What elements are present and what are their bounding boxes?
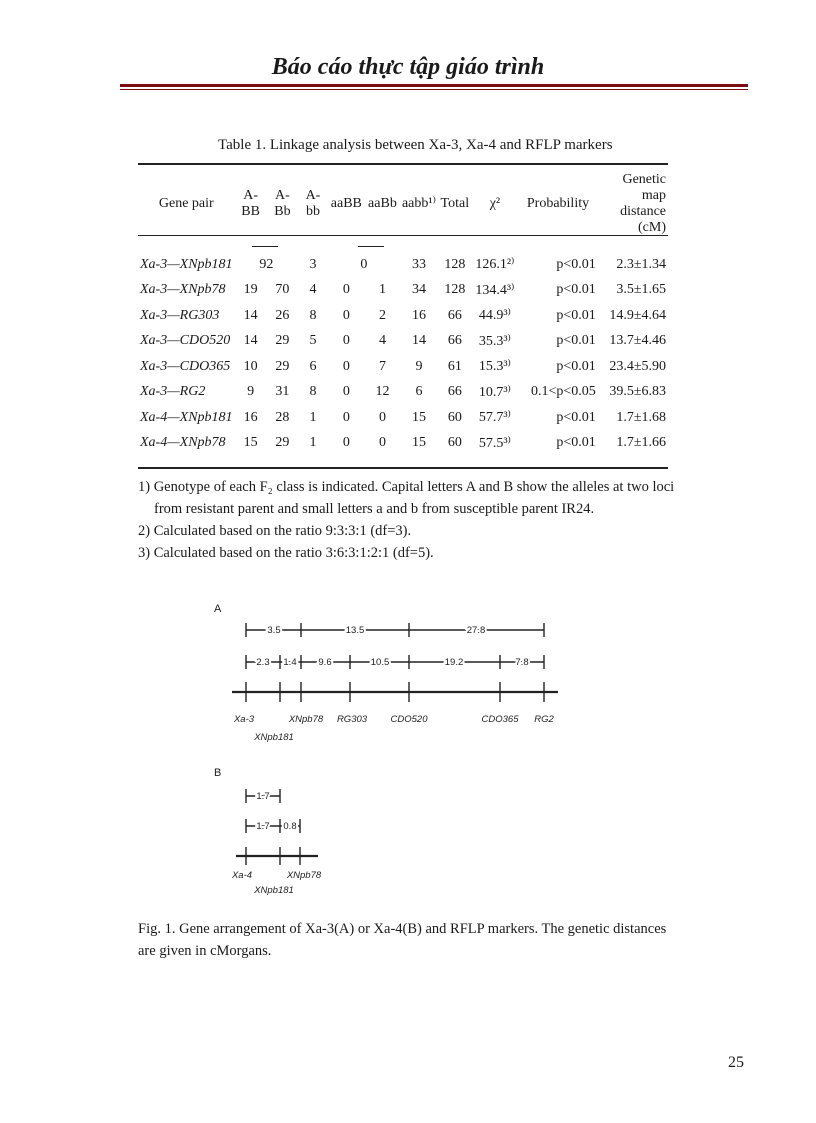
cell: 29 <box>275 435 290 451</box>
table-footnotes <box>138 476 678 564</box>
cell: 66 <box>447 384 462 400</box>
dist-label: 13.5 <box>345 625 365 636</box>
cell: 4 <box>378 333 386 349</box>
cell: 29 <box>275 333 290 349</box>
dist-label: 19.2 <box>444 657 464 668</box>
table-bottom-rule <box>138 467 668 469</box>
table-row <box>138 303 668 329</box>
cell: 60 <box>447 435 462 451</box>
cell-prob: p<0.01 <box>556 435 596 451</box>
cell: 66 <box>447 307 462 323</box>
cell: 0 <box>342 333 350 349</box>
cell-gene-pair: Xa-3—CDO520 <box>140 333 231 349</box>
dist-label: 1.7 <box>256 821 270 832</box>
table-top-rule <box>138 163 668 165</box>
cell: 29 <box>275 358 290 374</box>
cell: 14 <box>412 333 426 349</box>
cell: 15 <box>243 435 258 451</box>
cell: 28 <box>275 409 290 425</box>
cell-dist: 23.4±5.90 <box>609 358 666 374</box>
cell-chi: 126.1²⁾ <box>475 257 515 273</box>
cell: 0 <box>342 435 350 451</box>
page-number: 25 <box>728 1054 744 1071</box>
cell: 2 <box>378 307 386 323</box>
cell: 4 <box>309 282 317 298</box>
cell: 0 <box>342 307 350 323</box>
table-caption: Table 1. Linkage analysis between Xa-3, Xa-4 and RFLP markers <box>218 137 613 153</box>
cell: 0 <box>378 409 386 425</box>
cell: 16 <box>412 307 426 323</box>
cell-merged: 92 <box>259 256 274 272</box>
cell: 0 <box>342 384 350 400</box>
col-header: A-Bb <box>274 188 291 219</box>
table-row <box>138 278 668 304</box>
cell-merged: 0 <box>360 256 368 272</box>
dist-label: 1.4 <box>283 657 297 668</box>
cell-chi: 44.9³⁾ <box>478 308 511 324</box>
marker-label: CDO520 <box>390 714 428 725</box>
cell: 6 <box>309 358 317 374</box>
cell: 16 <box>243 409 258 425</box>
cell-chi: 10.7³⁾ <box>478 384 511 400</box>
cell: 9 <box>247 384 255 400</box>
cell: 31 <box>275 384 290 400</box>
page-header-title: Báo cáo thực tập giáo trình <box>271 54 545 80</box>
header-rule-thin <box>120 89 748 90</box>
cell-dist: 2.3±1.34 <box>616 256 666 272</box>
figure-caption-line: Fig. 1. Gene arrangement of Xa-3(A) or Xa-4(B) and RFLP markers. The genetic distances <box>138 921 667 937</box>
cell: 0 <box>378 435 386 451</box>
cell-dist: 39.5±6.83 <box>609 384 666 400</box>
cell: 26 <box>275 307 290 323</box>
cell: 6 <box>415 384 423 400</box>
dist-label: 7.8 <box>515 657 529 668</box>
cell: 1 <box>309 409 317 425</box>
cell: 8 <box>309 384 317 400</box>
cell-chi: 57.5³⁾ <box>478 435 511 451</box>
dist-label: 27.8 <box>466 625 486 636</box>
linkage-table <box>138 172 668 456</box>
cell: 19 <box>243 282 258 298</box>
cell-prob: p<0.01 <box>556 282 596 298</box>
table-row <box>138 236 668 278</box>
table-header-row <box>138 172 668 236</box>
cell-dist: 1.7±1.66 <box>616 435 666 451</box>
col-header: Genetic map distance (cM) <box>620 172 666 235</box>
marker-label: XNpb78 <box>286 870 322 881</box>
cell: 14 <box>243 307 258 323</box>
cell: 12 <box>375 384 390 400</box>
figure-caption-line: are given in cMorgans. <box>138 943 272 959</box>
marker-label: RG2 <box>534 714 554 725</box>
cell-chi: 35.3³⁾ <box>478 333 511 349</box>
cell-chi: 57.7³⁾ <box>478 410 511 426</box>
marker-label: Xa-3 <box>233 714 255 725</box>
cell-dist: 3.5±1.65 <box>616 282 666 298</box>
cell: 34 <box>412 282 426 298</box>
col-header: aaBB <box>330 196 362 211</box>
dist-label: 0.8 <box>283 821 297 832</box>
panel-a-label: A <box>214 603 222 615</box>
cell-prob: p<0.01 <box>556 358 596 374</box>
col-header: χ² <box>489 196 501 211</box>
table-row <box>138 329 668 355</box>
dist-label: 2.3 <box>256 657 270 668</box>
col-header: aabb¹⁾ <box>401 196 437 211</box>
figure-caption <box>138 918 678 962</box>
merge-bar-aabb <box>358 246 384 247</box>
dist-label: 10.5 <box>370 657 390 668</box>
cell-dist: 14.9±4.64 <box>609 307 666 323</box>
footnote-3: 3) Calculated based on the ratio 3:6:3:1:2:1 (df=5). <box>138 545 434 561</box>
cell-dist: 1.7±1.68 <box>616 409 666 425</box>
dist-label: 1.7 <box>256 791 270 802</box>
marker-label: CDO365 <box>481 714 519 725</box>
cell-gene-pair: Xa-4—XNpb78 <box>140 435 226 451</box>
marker-label: XNpb181 <box>254 885 294 896</box>
cell: 1 <box>378 282 386 298</box>
footnote-2: 2) Calculated based on the ratio 9:3:3:1 (df=3). <box>138 523 412 539</box>
cell: 5 <box>309 333 317 349</box>
cell: 0 <box>342 282 350 298</box>
col-header: Total <box>440 196 470 211</box>
cell: 10 <box>243 358 258 374</box>
cell: 0 <box>342 409 350 425</box>
cell-prob: 0.1<p<0.05 <box>531 384 596 400</box>
cell-dist: 13.7±4.46 <box>609 333 666 349</box>
marker-label: XNpb78 <box>288 714 324 725</box>
table-row <box>138 354 668 380</box>
cell-gene-pair: Xa-3—XNpb78 <box>140 282 226 298</box>
cell-gene-pair: Xa-3—XNpb181 <box>140 256 233 272</box>
cell: 128 <box>444 282 466 298</box>
table-row <box>138 431 668 457</box>
cell: 3 <box>309 256 317 272</box>
marker-label: Xa-4 <box>231 870 253 881</box>
col-header: aaBb <box>368 196 397 211</box>
cell: 61 <box>447 358 462 374</box>
cell: 1 <box>309 435 317 451</box>
cell-gene-pair: Xa-3—RG2 <box>140 384 206 400</box>
cell: 15 <box>412 409 426 425</box>
panel-b-label: B <box>214 767 222 779</box>
cell: 9 <box>415 358 423 374</box>
footnote-1-cont: from resistant parent and small letters a and b from susceptible parent IR24. <box>154 501 595 517</box>
cell-chi: 15.3³⁾ <box>478 359 511 375</box>
cell: 15 <box>412 435 426 451</box>
cell-gene-pair: Xa-3—CDO365 <box>140 358 231 374</box>
table-row <box>138 405 668 431</box>
cell-prob: p<0.01 <box>556 307 596 323</box>
cell: 60 <box>447 409 462 425</box>
dist-label: 9.6 <box>318 657 332 668</box>
cell-gene-pair: Xa-3—RG303 <box>140 307 220 323</box>
cell: 8 <box>309 307 317 323</box>
dist-label: 3.5 <box>267 625 281 636</box>
cell: 70 <box>275 282 290 298</box>
linkage-map-figure <box>214 598 580 898</box>
merge-bar-a-bb <box>252 246 278 247</box>
col-header: Probability <box>526 196 590 211</box>
col-header: Gene pair <box>158 196 214 211</box>
marker-label: XNpb181 <box>254 732 294 743</box>
footnote-1: 1) Genotype of each F₂ class is indicated. Capital letters A and B show the alleles at two loci <box>138 479 675 495</box>
cell: 66 <box>447 333 462 349</box>
col-header: A-BB <box>241 188 260 219</box>
header-rule-thick <box>120 84 748 87</box>
cell: 128 <box>444 256 466 272</box>
cell-chi: 134.4³⁾ <box>475 282 515 298</box>
cell-prob: p<0.01 <box>556 333 596 349</box>
cell: 33 <box>412 256 426 272</box>
marker-label: RG303 <box>336 714 368 725</box>
cell-prob: p<0.01 <box>556 256 596 272</box>
cell: 0 <box>342 358 350 374</box>
cell-gene-pair: Xa-4—XNpb181 <box>140 409 233 425</box>
cell: 7 <box>378 358 386 374</box>
cell: 14 <box>243 333 258 349</box>
cell-prob: p<0.01 <box>556 409 596 425</box>
table-row <box>138 380 668 406</box>
col-header: A-bb <box>305 188 321 219</box>
